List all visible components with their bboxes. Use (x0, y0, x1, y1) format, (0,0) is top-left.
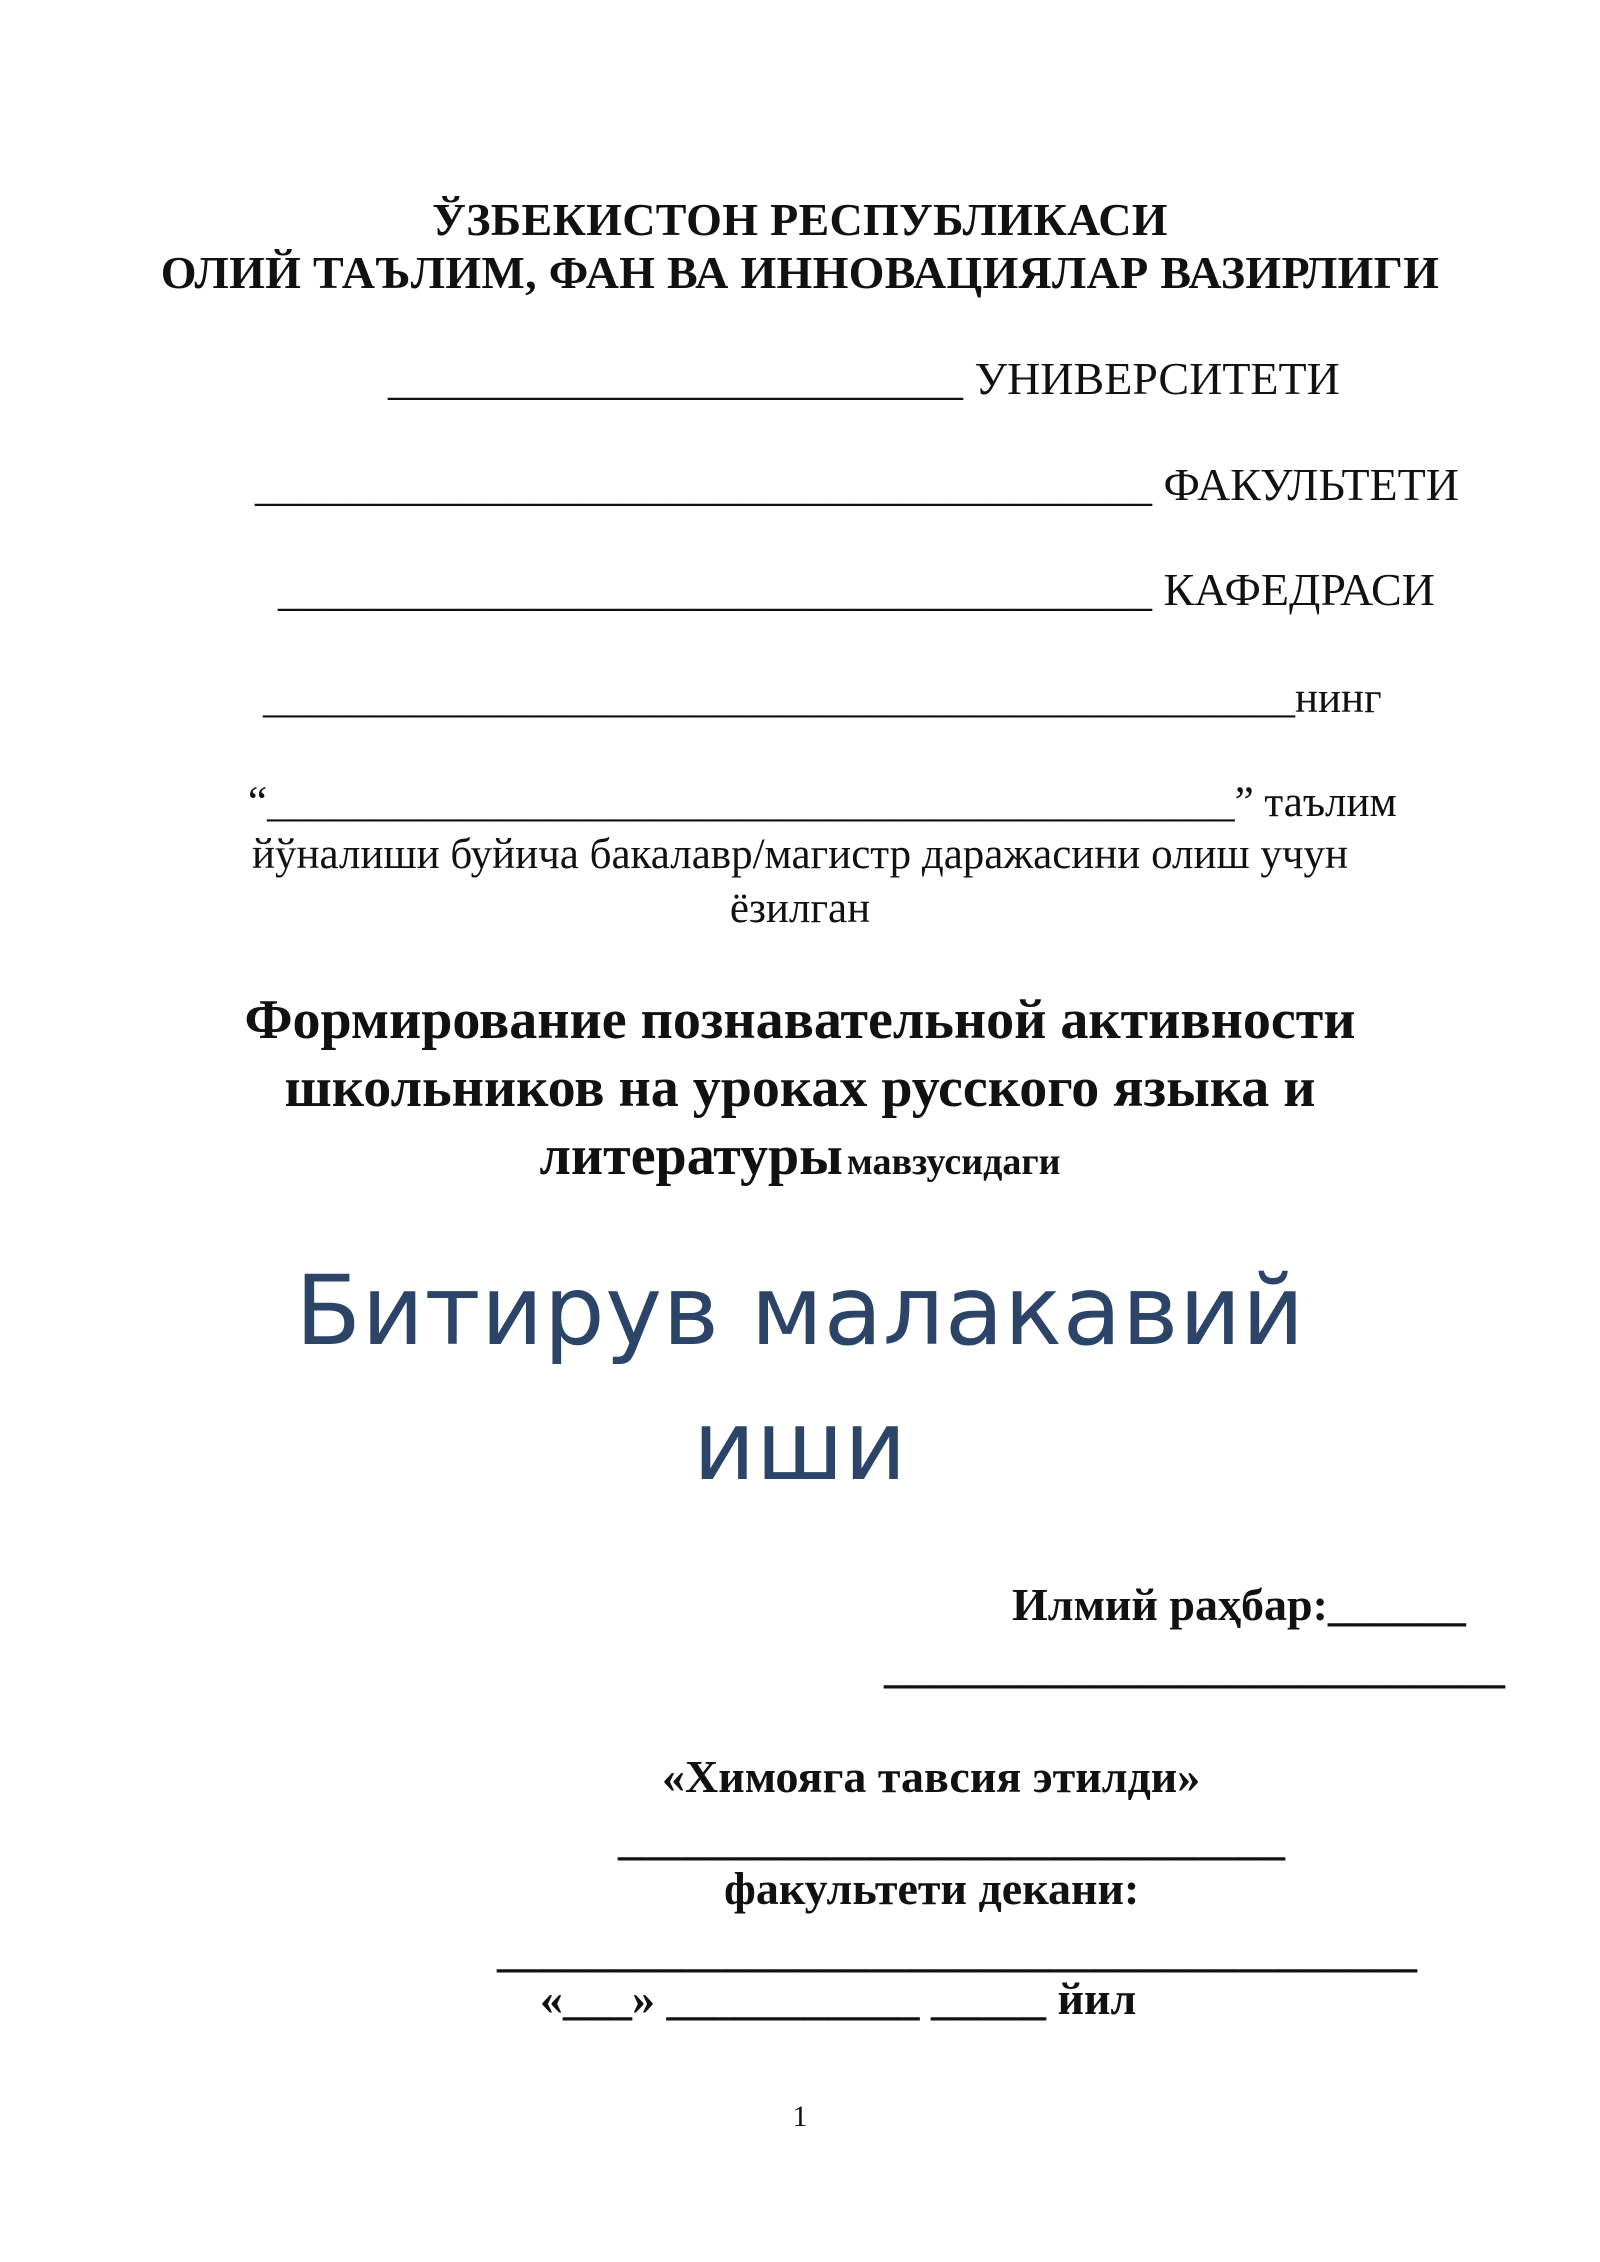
recommended-label: «Химояга тавсия этилди» (662, 1751, 1201, 1802)
direction-field: “_____________________________________________” таълим (248, 779, 1397, 826)
degree-line: йўналиши буйича бакалавр/магистр даражасини олиш учун (252, 831, 1348, 878)
department-field: ______________________________________ КАФЕДРАСИ (278, 564, 1435, 615)
topic-line-3-text: литературы (539, 1125, 843, 1187)
university-field: _________________________ УНИВЕРСИТЕТИ (388, 353, 1340, 404)
topic-line-3 (0, 1124, 1600, 1188)
supervisor-label: Илмий раҳбар:______ (1012, 1579, 1466, 1630)
dean-signature-line: ________________________________________ (497, 1925, 1417, 1976)
topic-line-2: школьников на уроках русского языка и (284, 1057, 1316, 1119)
owner-field: ________________________________________________нинг (263, 675, 1382, 722)
dean-label: факультети декани: (724, 1863, 1140, 1914)
faculty-field: _______________________________________ ФАКУЛЬТЕТИ (255, 459, 1459, 510)
work-title-line-1: Битирув малакавий (295, 1255, 1305, 1367)
supervisor-signature-line: ___________________________ (884, 1641, 1505, 1692)
recommended-signature-line: _____________________________ (618, 1813, 1285, 1864)
page-number: 1 (792, 2100, 808, 2133)
ministry-heading: ОЛИЙ ТАЪЛИМ, ФАН ВА ИННОВАЦИЯЛАР ВАЗИРЛИГИ (160, 247, 1440, 298)
topic-suffix: мавзусидаги (846, 1141, 1061, 1183)
work-title-line-2: иши (692, 1390, 908, 1502)
topic-line-1: Формирование познавательной активности (244, 989, 1356, 1051)
country-heading: ЎЗБЕКИСТОН РЕСПУБЛИКАСИ (432, 194, 1168, 245)
written-label: ёзилган (729, 885, 871, 932)
date-field: «___» ___________ _____ йил (540, 1973, 1137, 2024)
